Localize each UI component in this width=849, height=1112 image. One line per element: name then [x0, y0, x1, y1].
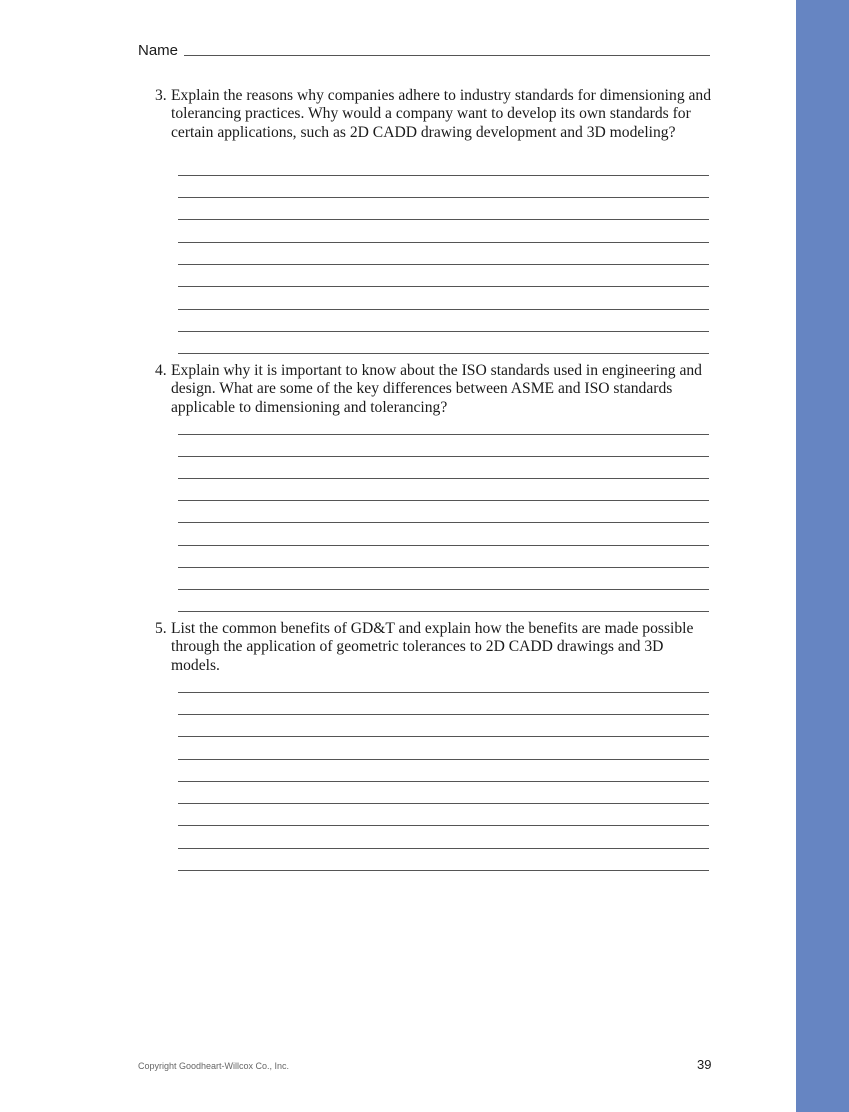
- answer-line[interactable]: [178, 478, 709, 479]
- name-blank-line[interactable]: [184, 55, 710, 56]
- answer-line[interactable]: [178, 500, 709, 501]
- name-label: Name: [138, 42, 179, 59]
- answer-line[interactable]: [178, 522, 709, 523]
- answer-line[interactable]: [178, 781, 709, 782]
- page-number: 39: [697, 1057, 712, 1072]
- answer-line[interactable]: [178, 175, 709, 176]
- question-4: [155, 362, 715, 417]
- answer-line[interactable]: [178, 714, 709, 715]
- answer-line[interactable]: [178, 286, 709, 287]
- question-3: [155, 87, 715, 142]
- answer-line[interactable]: [178, 264, 709, 265]
- answer-line[interactable]: [178, 309, 709, 310]
- copyright-notice: Copyright Goodheart-Willcox Co., Inc.: [138, 1061, 290, 1071]
- answer-line[interactable]: [178, 567, 709, 568]
- answer-line[interactable]: [178, 611, 709, 612]
- answer-line[interactable]: [178, 825, 709, 826]
- answer-line[interactable]: [178, 456, 709, 457]
- answer-line[interactable]: [178, 589, 709, 590]
- question-number: 3.: [155, 87, 167, 104]
- answer-line[interactable]: [178, 353, 709, 354]
- sidebar-color-band: [796, 0, 849, 1112]
- question-number: 4.: [155, 362, 167, 379]
- question-5: [155, 620, 715, 675]
- answer-line[interactable]: [178, 803, 709, 804]
- question-text: Explain why it is important to know about the ISO standards used in engineering and design. What are some of the key differences between ASME and ISO standards applicable to dimensioning and tolerancing?: [171, 362, 702, 416]
- name-field[interactable]: [138, 40, 710, 60]
- question-number: 5.: [155, 620, 167, 637]
- question-text: Explain the reasons why companies adhere to industry standards for dimensioning and tolerancing practices. Why would a company want to develop its own standards for certain applications, such as 2D CADD drawing development and 3D modeling?: [171, 87, 712, 141]
- answer-line[interactable]: [178, 545, 709, 546]
- answer-line[interactable]: [178, 848, 709, 849]
- answer-line[interactable]: [178, 736, 709, 737]
- answer-line[interactable]: [178, 870, 709, 871]
- answer-line[interactable]: [178, 219, 709, 220]
- answer-line[interactable]: [178, 197, 709, 198]
- answer-line[interactable]: [178, 242, 709, 243]
- answer-line[interactable]: [178, 692, 709, 693]
- answer-line[interactable]: [178, 331, 709, 332]
- answer-line[interactable]: [178, 759, 709, 760]
- answer-line[interactable]: [178, 434, 709, 435]
- question-text: List the common benefits of GD&T and explain how the benefits are made possible through the application of geometric tolerances to 2D CADD drawings and 3D models.: [171, 620, 694, 674]
